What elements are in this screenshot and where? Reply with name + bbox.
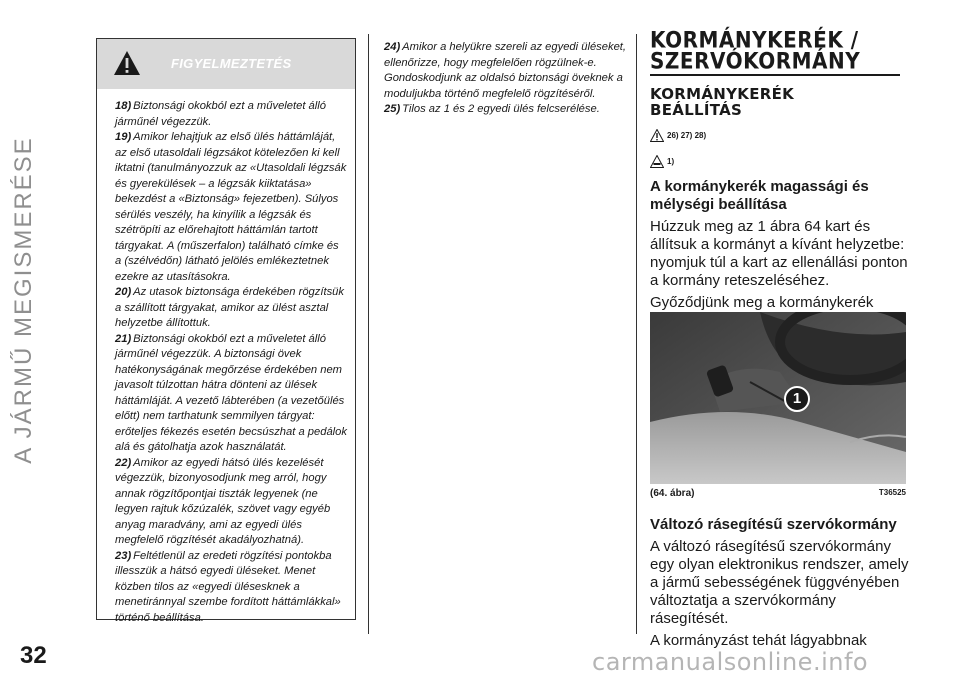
warning-item-text: Amikor lehajtjuk az első ülés háttámláját, az első utasoldali légzsákot kötelezően ki kell iktatni (tanulmányozzuk az «Utasoldali légzsák és gyerekülések – a légzsák kiiktatása» bekezdést a «Biztonság» fejezetben). Súlyos sérülés veszély, ha kinyílik a légzsák és szétröpíti az előrehajtott háttámlán tartott tárgyakat. A (műszerfalon) található címke és a (szélvédőn) látható jelölés emlékeztetnek ezekre az utasításokra. xyxy=(115,131,347,283)
warning-triangle-icon xyxy=(650,129,664,142)
warning-item xyxy=(115,549,347,627)
warning-item-number: 20) xyxy=(115,286,132,298)
warning-box xyxy=(96,38,356,624)
warning-item-number: 18) xyxy=(115,100,132,112)
warning-item xyxy=(115,332,347,456)
warning-item-number: 25) xyxy=(384,103,401,115)
warning-item-number: 24) xyxy=(384,41,401,53)
section-title: KORMÁNYKERÉK / SZERVÓKORMÁNY xyxy=(650,26,861,74)
right-column xyxy=(650,26,912,330)
paragraph: A változó rásegítésű szervókormány egy olyan elektronikus rendszer, amely a jármű sebességének függvényében változtatja a szervókormány rásegítését. xyxy=(650,538,909,627)
column-divider xyxy=(368,34,369,634)
warning-item-number: 23) xyxy=(115,549,132,562)
steering-lever-photo xyxy=(650,312,906,484)
warning-item-text: Amikor az egyedi hátsó ülés kezelését végezzük, bizonyosodjunk meg arról, hogy annak rögzítőpontjai tiszták legyenek (ne legyen rajtuk kőzúzalék, szövet vagy egyéb anyag maradvány, ami az egyedi ülés megfelelő rögzítését akadályozhatná). xyxy=(115,456,331,546)
figure-caption: (64. ábra) T36525 xyxy=(650,488,906,499)
warning-item-number: 22) xyxy=(115,456,132,469)
paragraph: Győződjünk meg a kormánykerék xyxy=(650,294,874,311)
figure-code: T36525 xyxy=(878,488,906,497)
warning-item-text: Az utasok biztonsága érdekében rögzítsük a szállított tárgyakat, amikor az ülést asztal helyzetbe állítottuk. xyxy=(115,286,344,329)
warning-body xyxy=(97,89,355,626)
heading-steering-adjust: A kormánykerék magassági és mélységi beállítása xyxy=(650,178,869,213)
subsection-title: KORMÁNYKERÉK BEÁLLÍTÁS xyxy=(650,85,795,119)
column-divider xyxy=(636,34,637,634)
warning-item xyxy=(115,99,347,130)
title-rule xyxy=(650,74,900,76)
callout-1: 1 xyxy=(784,386,810,412)
heading-power-steering: Változó rásegítésű szervókormány xyxy=(650,516,897,533)
paragraph: A kormányzást tehát lágyabbnak xyxy=(650,632,867,649)
warning-item xyxy=(384,40,634,102)
warning-refs: 26) 27) 28) xyxy=(650,126,912,144)
warning-item xyxy=(115,285,347,332)
warning-item-number: 19) xyxy=(115,131,132,143)
warning-item xyxy=(115,130,347,285)
warning-item-text: Biztonsági okokból ezt a műveletet álló járműnél végezzük. xyxy=(115,100,326,128)
warning-item xyxy=(384,102,634,118)
caution-triangle-icon xyxy=(650,155,664,168)
warning-triangle-icon xyxy=(113,50,141,76)
middle-column xyxy=(384,40,634,118)
warning-item xyxy=(115,456,347,549)
caution-refs: 1) xyxy=(650,152,912,170)
paragraph: Húzzuk meg az 1 ábra 64 kart és állítsuk a kormányt a kívánt helyzetbe: nyomjuk túl a kart az ellenállási ponton a kormány reteszeléséhez. xyxy=(650,218,908,289)
warning-item-text: Feltétlenül az eredeti rögzítési pontokba illesszük a hátsó egyedi üléseket. Menet közben tilos az «egyedi ülésesknek a menetiránnyal szembe fordított háttámlákkal» történő beállítása. xyxy=(115,549,341,624)
right-column-lower xyxy=(650,516,912,650)
warning-item-text: Biztonsági okokból ezt a műveletet álló járműnél végezzük. A biztonsági övek hatékonyságának megőrzése érdekében nem javasolt túlzottan hátra dönteni az ülések háttámláját. A vezető lábterében (a vezetőülés előtt) nem tarthatunk semmilyen tárgyat: erőteljes fékezés esetén becsúszhat a pedálok alá és gátolhatja azok használatát. xyxy=(115,332,347,453)
watermark: carmanualsonline.info xyxy=(592,648,869,676)
steering-lever-illustration xyxy=(650,312,906,484)
warning-title: FIGYELMEZTETÉS xyxy=(171,56,292,71)
warning-item-text: Amikor a helyükre szereli az egyedi üléseket, ellenőrizze, hogy megfelelően rögzülnek-e. Gondoskodjunk az oldalsó biztonsági öveknek a moduljukba történő megfelelő rögzítéséről. xyxy=(384,41,627,100)
page-number: 32 xyxy=(20,642,47,669)
warning-item-text: Tilos az 1 és 2 egyedi ülés felcserélése. xyxy=(402,103,600,115)
warning-item-number: 21) xyxy=(115,332,132,345)
warning-header xyxy=(97,39,355,89)
